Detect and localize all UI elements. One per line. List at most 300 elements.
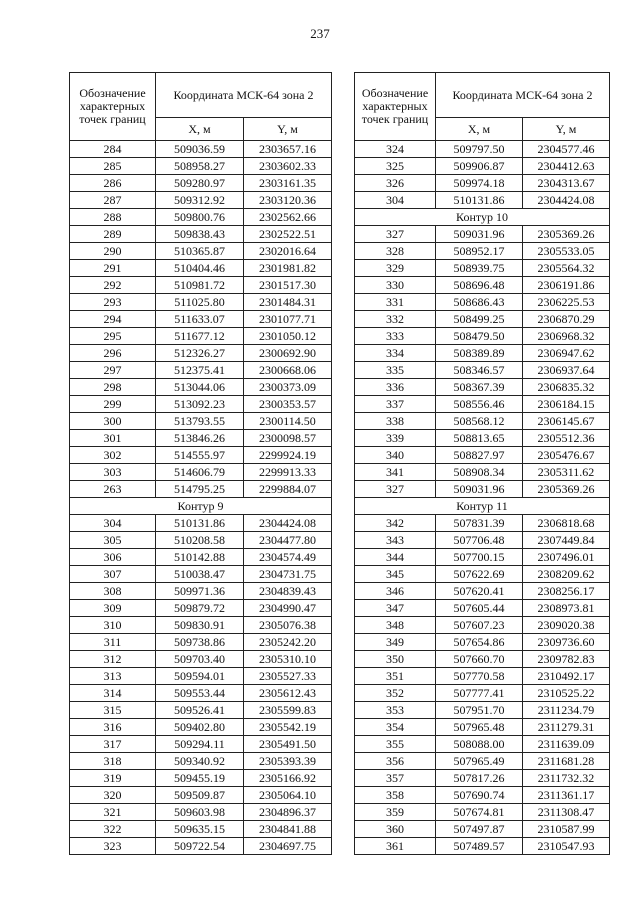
x-coordinate-cell: 511677.12 <box>156 328 244 345</box>
x-coordinate-cell: 507674.81 <box>436 804 523 821</box>
x-coordinate-cell: 510404.46 <box>156 260 244 277</box>
y-coordinate-cell: 2311639.09 <box>523 736 610 753</box>
y-coordinate-cell: 2300692.90 <box>244 345 332 362</box>
y-coordinate-cell: 2300114.50 <box>244 413 332 430</box>
table-row <box>355 651 610 668</box>
table-row <box>355 413 610 430</box>
x-coordinate-cell: 508686.43 <box>436 294 523 311</box>
table-row <box>355 668 610 685</box>
x-coordinate-cell: 507489.57 <box>436 838 523 855</box>
point-id-cell: 352 <box>355 685 436 702</box>
x-coordinate-cell: 509635.15 <box>156 821 244 838</box>
y-coordinate-cell: 2309782.83 <box>523 651 610 668</box>
point-id-cell: 304 <box>70 515 156 532</box>
x-coordinate-cell: 508367.39 <box>436 379 523 396</box>
table-row <box>70 617 332 634</box>
x-coordinate-cell: 509402.80 <box>156 719 244 736</box>
point-id-cell: 312 <box>70 651 156 668</box>
point-id-cell: 342 <box>355 515 436 532</box>
x-coordinate-cell: 508568.12 <box>436 413 523 430</box>
contour-label: Контур 9 <box>70 498 332 515</box>
table-row <box>355 396 610 413</box>
x-coordinate-cell: 512326.27 <box>156 345 244 362</box>
y-coordinate-cell: 2303657.16 <box>244 141 332 158</box>
y-coordinate-cell: 2305491.50 <box>244 736 332 753</box>
point-id-cell: 300 <box>70 413 156 430</box>
x-coordinate-cell: 507654.86 <box>436 634 523 651</box>
y-coordinate-cell: 2299924.19 <box>244 447 332 464</box>
x-coordinate-cell: 509703.40 <box>156 651 244 668</box>
point-id-cell: 308 <box>70 583 156 600</box>
y-coordinate-cell: 2304412.63 <box>523 158 610 175</box>
header-point-label: Обозначение характерных точек границ <box>355 73 436 141</box>
y-coordinate-cell: 2305527.33 <box>244 668 332 685</box>
x-coordinate-cell: 507706.48 <box>436 532 523 549</box>
point-id-cell: 344 <box>355 549 436 566</box>
table-row <box>70 753 332 770</box>
point-id-cell: 289 <box>70 226 156 243</box>
table-row <box>70 328 332 345</box>
table-row <box>355 379 610 396</box>
table-row <box>355 294 610 311</box>
x-coordinate-cell: 509553.44 <box>156 685 244 702</box>
x-coordinate-cell: 509031.96 <box>436 226 523 243</box>
x-coordinate-cell: 509031.96 <box>436 481 523 498</box>
y-coordinate-cell: 2310587.99 <box>523 821 610 838</box>
point-id-cell: 347 <box>355 600 436 617</box>
y-coordinate-cell: 2299884.07 <box>244 481 332 498</box>
table-row <box>355 158 610 175</box>
table-row <box>70 413 332 430</box>
x-coordinate-cell: 507777.41 <box>436 685 523 702</box>
y-coordinate-cell: 2301050.12 <box>244 328 332 345</box>
table-row <box>355 311 610 328</box>
y-coordinate-cell: 2300668.06 <box>244 362 332 379</box>
y-coordinate-cell: 2304896.37 <box>244 804 332 821</box>
table-row <box>70 583 332 600</box>
header-x: X, м <box>156 118 244 141</box>
contour-label: Контур 10 <box>355 209 610 226</box>
x-coordinate-cell: 509830.91 <box>156 617 244 634</box>
point-id-cell: 331 <box>355 294 436 311</box>
x-coordinate-cell: 509526.41 <box>156 702 244 719</box>
x-coordinate-cell: 509594.01 <box>156 668 244 685</box>
y-coordinate-cell: 2303602.33 <box>244 158 332 175</box>
point-id-cell: 338 <box>355 413 436 430</box>
point-id-cell: 329 <box>355 260 436 277</box>
x-coordinate-cell: 507770.58 <box>436 668 523 685</box>
y-coordinate-cell: 2302016.64 <box>244 243 332 260</box>
x-coordinate-cell: 507700.15 <box>436 549 523 566</box>
contour-row <box>70 498 332 515</box>
table-row <box>70 515 332 532</box>
table-row <box>70 838 332 855</box>
y-coordinate-cell: 2300353.57 <box>244 396 332 413</box>
table-row <box>355 464 610 481</box>
table-row <box>355 260 610 277</box>
point-id-cell: 328 <box>355 243 436 260</box>
y-coordinate-cell: 2304477.80 <box>244 532 332 549</box>
x-coordinate-cell: 513092.23 <box>156 396 244 413</box>
x-coordinate-cell: 511025.80 <box>156 294 244 311</box>
table-row <box>70 549 332 566</box>
y-coordinate-cell: 2304731.75 <box>244 566 332 583</box>
x-coordinate-cell: 509509.87 <box>156 787 244 804</box>
contour-row <box>355 498 610 515</box>
point-id-cell: 295 <box>70 328 156 345</box>
header-point-label: Обозначение характерных точек границ <box>70 73 156 141</box>
y-coordinate-cell: 2311732.32 <box>523 770 610 787</box>
point-id-cell: 335 <box>355 362 436 379</box>
table-row <box>355 719 610 736</box>
y-coordinate-cell: 2300373.09 <box>244 379 332 396</box>
y-coordinate-cell: 2306225.53 <box>523 294 610 311</box>
point-id-cell: 291 <box>70 260 156 277</box>
point-id-cell: 302 <box>70 447 156 464</box>
x-coordinate-cell: 507660.70 <box>436 651 523 668</box>
table-row <box>355 141 610 158</box>
y-coordinate-cell: 2309736.60 <box>523 634 610 651</box>
x-coordinate-cell: 509906.87 <box>436 158 523 175</box>
point-id-cell: 350 <box>355 651 436 668</box>
header-coord-system: Координата МСК-64 зона 2 <box>436 73 610 118</box>
x-coordinate-cell: 507831.39 <box>436 515 523 532</box>
x-coordinate-cell: 507620.41 <box>436 583 523 600</box>
x-coordinate-cell: 507605.44 <box>436 600 523 617</box>
table-row <box>70 277 332 294</box>
point-id-cell: 343 <box>355 532 436 549</box>
table-row <box>355 838 610 855</box>
table-row <box>70 600 332 617</box>
y-coordinate-cell: 2305369.26 <box>523 481 610 498</box>
y-coordinate-cell: 2304990.47 <box>244 600 332 617</box>
x-coordinate-cell: 508556.46 <box>436 396 523 413</box>
point-id-cell: 284 <box>70 141 156 158</box>
table-row <box>355 277 610 294</box>
x-coordinate-cell: 513044.06 <box>156 379 244 396</box>
table-row <box>70 804 332 821</box>
x-coordinate-cell: 509340.92 <box>156 753 244 770</box>
table-row <box>355 617 610 634</box>
y-coordinate-cell: 2304574.49 <box>244 549 332 566</box>
table-row <box>70 566 332 583</box>
contour-row <box>355 209 610 226</box>
y-coordinate-cell: 2306947.62 <box>523 345 610 362</box>
y-coordinate-cell: 2306184.15 <box>523 396 610 413</box>
point-id-cell: 315 <box>70 702 156 719</box>
y-coordinate-cell: 2305533.05 <box>523 243 610 260</box>
point-id-cell: 353 <box>355 702 436 719</box>
x-coordinate-cell: 514555.97 <box>156 447 244 464</box>
table-row <box>70 294 332 311</box>
y-coordinate-cell: 2301517.30 <box>244 277 332 294</box>
y-coordinate-cell: 2306145.67 <box>523 413 610 430</box>
x-coordinate-cell: 507690.74 <box>436 787 523 804</box>
x-coordinate-cell: 508939.75 <box>436 260 523 277</box>
y-coordinate-cell: 2308256.17 <box>523 583 610 600</box>
y-coordinate-cell: 2310547.93 <box>523 838 610 855</box>
y-coordinate-cell: 2309020.38 <box>523 617 610 634</box>
y-coordinate-cell: 2301981.82 <box>244 260 332 277</box>
x-coordinate-cell: 514606.79 <box>156 464 244 481</box>
point-id-cell: 351 <box>355 668 436 685</box>
table-row <box>70 362 332 379</box>
point-id-cell: 358 <box>355 787 436 804</box>
point-id-cell: 310 <box>70 617 156 634</box>
x-coordinate-cell: 507817.26 <box>436 770 523 787</box>
table-row <box>355 787 610 804</box>
x-coordinate-cell: 510142.88 <box>156 549 244 566</box>
y-coordinate-cell: 2306818.68 <box>523 515 610 532</box>
x-coordinate-cell: 509312.92 <box>156 192 244 209</box>
contour-label: Контур 11 <box>355 498 610 515</box>
y-coordinate-cell: 2304841.88 <box>244 821 332 838</box>
x-coordinate-cell: 512375.41 <box>156 362 244 379</box>
point-id-cell: 297 <box>70 362 156 379</box>
table-row <box>70 651 332 668</box>
header-coord-system: Координата МСК-64 зона 2 <box>156 73 332 118</box>
table-row <box>70 464 332 481</box>
table-row <box>70 481 332 498</box>
x-coordinate-cell: 509455.19 <box>156 770 244 787</box>
point-id-cell: 360 <box>355 821 436 838</box>
point-id-cell: 357 <box>355 770 436 787</box>
point-id-cell: 327 <box>355 226 436 243</box>
point-id-cell: 307 <box>70 566 156 583</box>
table-row <box>70 141 332 158</box>
y-coordinate-cell: 2304424.08 <box>523 192 610 209</box>
table-row <box>355 532 610 549</box>
y-coordinate-cell: 2308209.62 <box>523 566 610 583</box>
y-coordinate-cell: 2307449.84 <box>523 532 610 549</box>
table-row <box>70 260 332 277</box>
point-id-cell: 304 <box>355 192 436 209</box>
x-coordinate-cell: 508813.65 <box>436 430 523 447</box>
header-y: Y, м <box>523 118 610 141</box>
table-row <box>70 311 332 328</box>
y-coordinate-cell: 2305476.67 <box>523 447 610 464</box>
table-row <box>70 447 332 464</box>
point-id-cell: 340 <box>355 447 436 464</box>
table-row <box>70 821 332 838</box>
point-id-cell: 288 <box>70 209 156 226</box>
y-coordinate-cell: 2307496.01 <box>523 549 610 566</box>
table-row <box>355 753 610 770</box>
point-id-cell: 316 <box>70 719 156 736</box>
y-coordinate-cell: 2303120.36 <box>244 192 332 209</box>
table-row <box>355 549 610 566</box>
table-row <box>355 685 610 702</box>
table-row <box>70 430 332 447</box>
y-coordinate-cell: 2305076.38 <box>244 617 332 634</box>
y-coordinate-cell: 2304697.75 <box>244 838 332 855</box>
point-id-cell: 319 <box>70 770 156 787</box>
x-coordinate-cell: 509974.18 <box>436 175 523 192</box>
point-id-cell: 324 <box>355 141 436 158</box>
table-row <box>70 634 332 651</box>
x-coordinate-cell: 510365.87 <box>156 243 244 260</box>
point-id-cell: 299 <box>70 396 156 413</box>
table-row <box>70 685 332 702</box>
table-row <box>70 668 332 685</box>
y-coordinate-cell: 2305310.10 <box>244 651 332 668</box>
x-coordinate-cell: 508952.17 <box>436 243 523 260</box>
table-body-left <box>70 141 332 855</box>
x-coordinate-cell: 508479.50 <box>436 328 523 345</box>
x-coordinate-cell: 509800.76 <box>156 209 244 226</box>
x-coordinate-cell: 508088.00 <box>436 736 523 753</box>
y-coordinate-cell: 2308973.81 <box>523 600 610 617</box>
y-coordinate-cell: 2310525.22 <box>523 685 610 702</box>
point-id-cell: 292 <box>70 277 156 294</box>
x-coordinate-cell: 513846.26 <box>156 430 244 447</box>
point-id-cell: 296 <box>70 345 156 362</box>
x-coordinate-cell: 509722.54 <box>156 838 244 855</box>
table-row <box>70 719 332 736</box>
point-id-cell: 361 <box>355 838 436 855</box>
point-id-cell: 305 <box>70 532 156 549</box>
x-coordinate-cell: 510131.86 <box>436 192 523 209</box>
y-coordinate-cell: 2305542.19 <box>244 719 332 736</box>
y-coordinate-cell: 2300098.57 <box>244 430 332 447</box>
x-coordinate-cell: 510208.58 <box>156 532 244 549</box>
x-coordinate-cell: 507951.70 <box>436 702 523 719</box>
y-coordinate-cell: 2306191.86 <box>523 277 610 294</box>
y-coordinate-cell: 2305369.26 <box>523 226 610 243</box>
point-id-cell: 320 <box>70 787 156 804</box>
y-coordinate-cell: 2305612.43 <box>244 685 332 702</box>
x-coordinate-cell: 508696.48 <box>436 277 523 294</box>
point-id-cell: 321 <box>70 804 156 821</box>
table-row <box>70 175 332 192</box>
x-coordinate-cell: 509603.98 <box>156 804 244 821</box>
point-id-cell: 322 <box>70 821 156 838</box>
y-coordinate-cell: 2303161.35 <box>244 175 332 192</box>
y-coordinate-cell: 2311279.31 <box>523 719 610 736</box>
y-coordinate-cell: 2305512.36 <box>523 430 610 447</box>
point-id-cell: 298 <box>70 379 156 396</box>
point-id-cell: 294 <box>70 311 156 328</box>
x-coordinate-cell: 507607.23 <box>436 617 523 634</box>
y-coordinate-cell: 2304313.67 <box>523 175 610 192</box>
table-row <box>70 192 332 209</box>
y-coordinate-cell: 2304577.46 <box>523 141 610 158</box>
table-row <box>355 515 610 532</box>
table-row <box>355 702 610 719</box>
table-row <box>355 736 610 753</box>
page-number: 237 <box>310 26 330 41</box>
table-row <box>355 634 610 651</box>
table-body-right <box>355 141 610 855</box>
point-id-cell: 337 <box>355 396 436 413</box>
x-coordinate-cell: 508389.89 <box>436 345 523 362</box>
x-coordinate-cell: 509838.43 <box>156 226 244 243</box>
point-id-cell: 348 <box>355 617 436 634</box>
point-id-cell: 306 <box>70 549 156 566</box>
y-coordinate-cell: 2305166.92 <box>244 770 332 787</box>
y-coordinate-cell: 2304839.43 <box>244 583 332 600</box>
y-coordinate-cell: 2306870.29 <box>523 311 610 328</box>
table-row <box>70 787 332 804</box>
x-coordinate-cell: 507497.87 <box>436 821 523 838</box>
point-id-cell: 285 <box>70 158 156 175</box>
table-row <box>355 821 610 838</box>
table-row <box>355 804 610 821</box>
y-coordinate-cell: 2302522.51 <box>244 226 332 243</box>
table-row <box>355 328 610 345</box>
x-coordinate-cell: 507622.69 <box>436 566 523 583</box>
x-coordinate-cell: 510131.86 <box>156 515 244 532</box>
x-coordinate-cell: 508499.25 <box>436 311 523 328</box>
y-coordinate-cell: 2306937.64 <box>523 362 610 379</box>
point-id-cell: 346 <box>355 583 436 600</box>
table-row <box>355 566 610 583</box>
y-coordinate-cell: 2310492.17 <box>523 668 610 685</box>
table-row <box>355 430 610 447</box>
x-coordinate-cell: 509879.72 <box>156 600 244 617</box>
header-x: X, м <box>436 118 523 141</box>
y-coordinate-cell: 2305242.20 <box>244 634 332 651</box>
table-row <box>70 226 332 243</box>
table-row <box>355 362 610 379</box>
x-coordinate-cell: 508827.97 <box>436 447 523 464</box>
x-coordinate-cell: 509294.11 <box>156 736 244 753</box>
y-coordinate-cell: 2301484.31 <box>244 294 332 311</box>
point-id-cell: 354 <box>355 719 436 736</box>
x-coordinate-cell: 509738.86 <box>156 634 244 651</box>
x-coordinate-cell: 507965.49 <box>436 753 523 770</box>
y-coordinate-cell: 2306968.32 <box>523 328 610 345</box>
point-id-cell: 336 <box>355 379 436 396</box>
point-id-cell: 301 <box>70 430 156 447</box>
x-coordinate-cell: 513793.55 <box>156 413 244 430</box>
y-coordinate-cell: 2306835.32 <box>523 379 610 396</box>
point-id-cell: 317 <box>70 736 156 753</box>
y-coordinate-cell: 2302562.66 <box>244 209 332 226</box>
point-id-cell: 345 <box>355 566 436 583</box>
table-row <box>70 345 332 362</box>
table-row <box>70 396 332 413</box>
y-coordinate-cell: 2305393.39 <box>244 753 332 770</box>
table-row <box>355 192 610 209</box>
table-row <box>70 243 332 260</box>
y-coordinate-cell: 2299913.33 <box>244 464 332 481</box>
x-coordinate-cell: 508346.57 <box>436 362 523 379</box>
coordinates-table-left <box>69 72 332 855</box>
x-coordinate-cell: 509797.50 <box>436 141 523 158</box>
point-id-cell: 356 <box>355 753 436 770</box>
x-coordinate-cell: 509971.36 <box>156 583 244 600</box>
point-id-cell: 323 <box>70 838 156 855</box>
y-coordinate-cell: 2311361.17 <box>523 787 610 804</box>
point-id-cell: 327 <box>355 481 436 498</box>
table-row <box>355 175 610 192</box>
x-coordinate-cell: 510981.72 <box>156 277 244 294</box>
table-row <box>355 481 610 498</box>
x-coordinate-cell: 509280.97 <box>156 175 244 192</box>
table-row <box>70 736 332 753</box>
x-coordinate-cell: 514795.25 <box>156 481 244 498</box>
point-id-cell: 287 <box>70 192 156 209</box>
point-id-cell: 313 <box>70 668 156 685</box>
point-id-cell: 286 <box>70 175 156 192</box>
y-coordinate-cell: 2305311.62 <box>523 464 610 481</box>
point-id-cell: 293 <box>70 294 156 311</box>
table-row <box>355 600 610 617</box>
table-row <box>355 583 610 600</box>
table-row <box>355 345 610 362</box>
x-coordinate-cell: 509036.59 <box>156 141 244 158</box>
